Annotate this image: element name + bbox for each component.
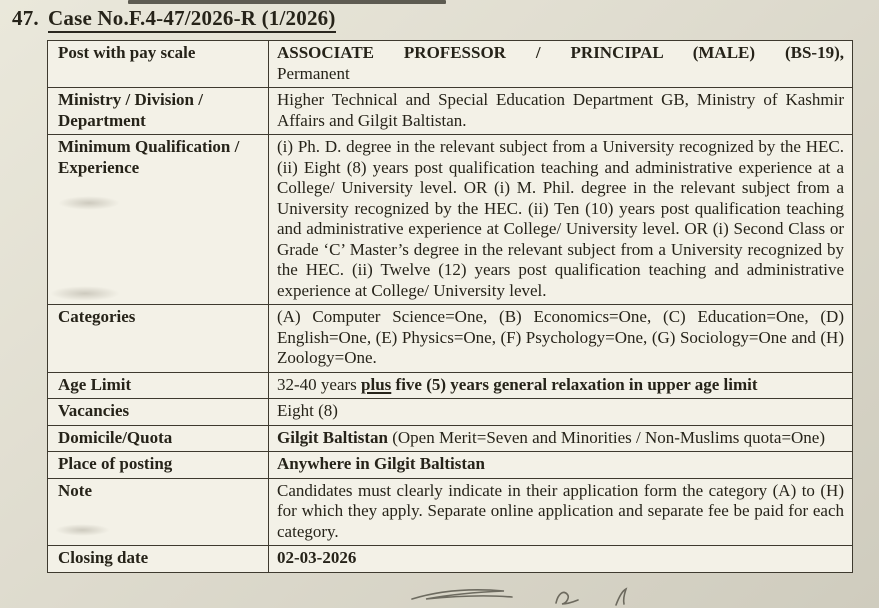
table-row-place-of-posting [48, 452, 853, 479]
table-row-post [48, 41, 853, 88]
table-row-ministry [48, 88, 853, 135]
row-value-ministry: Higher Technical and Special Education Department GB, Ministry of Kashmir Affairs and Gilgit Baltistan. [269, 88, 853, 135]
table-row-domicile [48, 425, 853, 452]
case-title: Case No.F.4-47/2026-R (1/2026) [48, 6, 336, 33]
row-label-place: Place of posting [48, 452, 269, 479]
table-row-qualification [48, 135, 853, 305]
domicile-quota-text: (Open Merit=Seven and Minorities / Non-Muslims quota=One) [387, 427, 826, 447]
row-value-qualification: (i) Ph. D. degree in the relevant subject from a University recognized by the HEC. (ii) Eight (8) years post qualification teaching and administrative experience at a College/ University level. OR (i) M. Phil. degree in the relevant subject from a University recognized by the HEC. (ii) Ten (10) years post qualification teaching and administrative experience at College/ University level. OR (i) Second Class or Grade ‘C’ Master’s degree in the relevant subject from a University recognized by the HEC. (ii) Twelve (12) years post qualification teaching and administrative experience at College/ University level. [269, 135, 853, 305]
row-label-note: Note [48, 478, 269, 546]
age-range-text: 32-40 years [277, 374, 362, 394]
row-value-categories: (A) Computer Science=One, (B) Economics=One, (C) Education=One, (D) English=One, (E) Physics=One, (F) Psychology=One, (G) Sociology=One and (H) Zoology=One. [269, 305, 853, 373]
post-title-text: ASSOCIATE PROFESSOR / PRINCIPAL (MALE) (BS-19), [277, 43, 844, 62]
row-value-domicile [269, 425, 853, 452]
domicile-region-text: Gilgit Baltistan [277, 427, 388, 447]
row-label-post: Post with pay scale [48, 41, 269, 88]
scan-smudge [55, 524, 110, 536]
row-value-post [269, 41, 853, 88]
table-row-note [48, 478, 853, 546]
row-label-age-limit: Age Limit [48, 372, 269, 399]
row-label-vacancies: Vacancies [48, 399, 269, 426]
case-heading [12, 6, 336, 31]
age-relaxation-text: five (5) years general relaxation in upper age limit [391, 374, 758, 394]
post-permanent-text: Permanent [277, 63, 350, 83]
handwritten-signature-scribble [408, 586, 668, 608]
case-number: 47. [12, 6, 39, 30]
row-value-vacancies: Eight (8) [269, 399, 853, 426]
row-label-domicile: Domicile/Quota [48, 425, 269, 452]
row-label-closing-date: Closing date [48, 546, 269, 573]
age-plus-text: plus [361, 374, 392, 394]
table-row-categories [48, 305, 853, 373]
row-label-ministry: Ministry / Division / Department [48, 88, 269, 135]
table-row-vacancies [48, 399, 853, 426]
row-value-age-limit [269, 372, 853, 399]
row-value-place: Anywhere in Gilgit Baltistan [269, 452, 853, 479]
table-row-age-limit [48, 372, 853, 399]
row-value-closing-date: 02-03-2026 [269, 546, 853, 573]
scan-smudge [58, 196, 120, 210]
row-label-categories: Categories [48, 305, 269, 373]
case-details-table [47, 40, 853, 573]
row-value-note: Candidates must clearly indicate in their application form the category (A) to (H) for which they apply. Separate online application and separate fee be paid for each category. [269, 478, 853, 546]
table-row-closing-date [48, 546, 853, 573]
row-label-qualification: Minimum Qualification / Experience [48, 135, 269, 305]
scan-smudge [50, 286, 120, 301]
scanner-edge-artifact [128, 0, 446, 4]
